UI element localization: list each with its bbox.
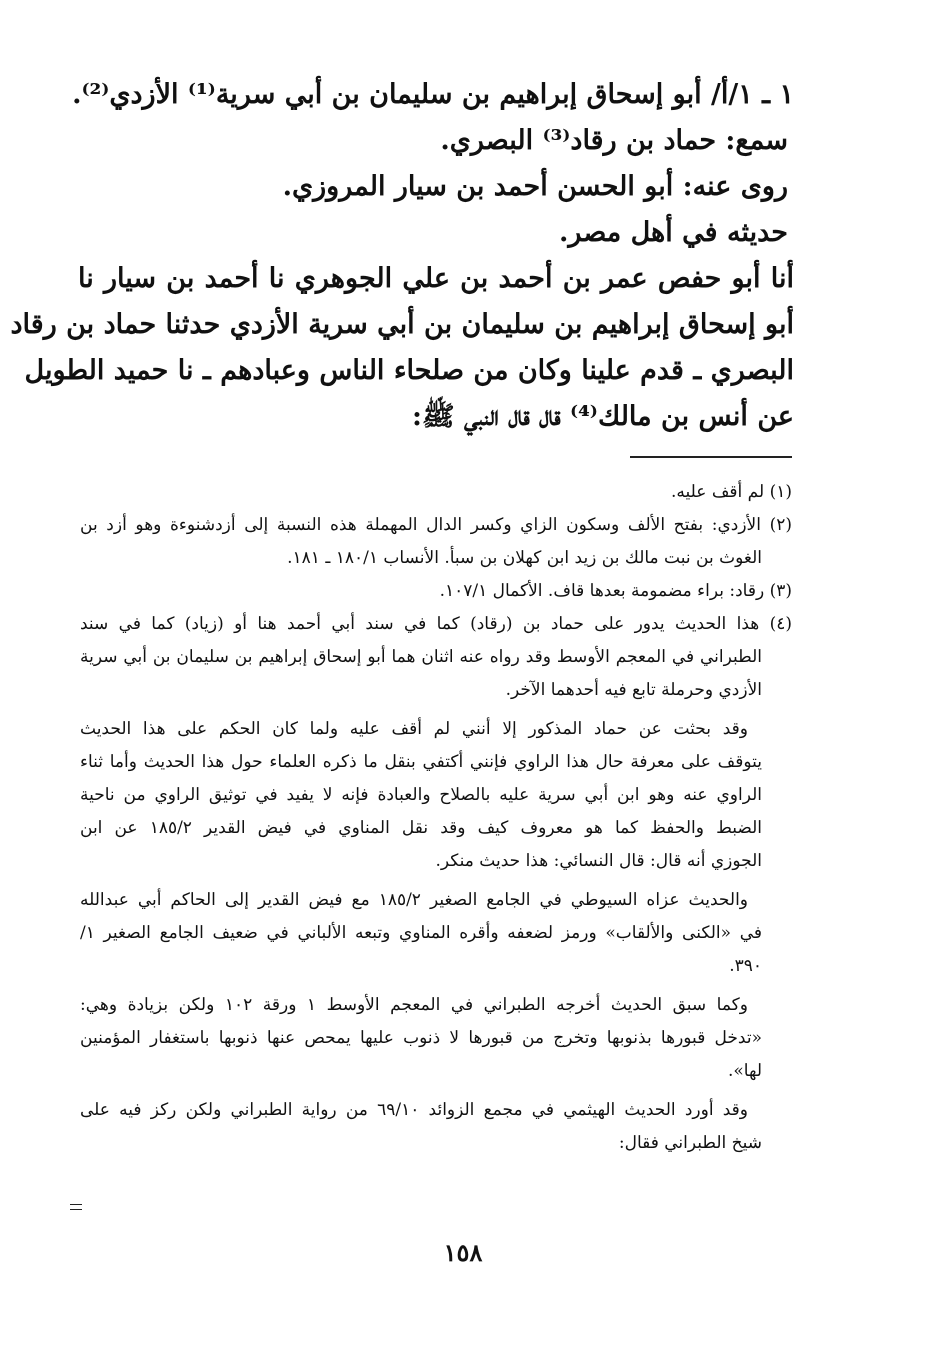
heard-from-line: سمع: حماد بن رقاد⁽³⁾ البصري.	[440, 125, 788, 156]
footnote-paragraph: وكما سبق الحديث أخرجه الطبراني في المعجم الأوسط ١ ورقة ١٠٢ ولكن بزيادة وهي:	[80, 995, 748, 1015]
footnote-paragraph: وقد أورد الحديث الهيثمي في مجمع الزوائد ٦٩/١٠ من رواية الطبراني ولكن ركز فيه على	[80, 1100, 748, 1120]
footnote-paragraph-line: شيخ الطبراني فقال:	[618, 1133, 762, 1153]
footnote-paragraph: والحديث عزاه السيوطي في الجامع الصغير ١٨٥/٢ مع فيض القدير إلى الحاكم أبي عبدالله	[80, 890, 748, 910]
footnote-paragraph: وقد بحثت عن حماد المذكور إلا أنني لم أقف عليه ولما كان الحكم على هذا الحديث	[80, 719, 748, 739]
footnote-paragraph-line: الجوزي أنه قال: قال النسائي: هذا حديث منكر.	[435, 851, 762, 871]
footnote-paragraph-line: لها».	[728, 1061, 762, 1081]
page-number: ١٥٨	[443, 1238, 483, 1267]
isnad-line: عن أنس بن مالك⁽⁴⁾ قال قال النبي ﷺ:	[412, 401, 794, 432]
isnad-line: البصري ـ قدم علينا وكان من صلحاء الناس وعبادهم ـ نا حميد الطويل	[24, 355, 794, 386]
narrated-by-line: روى عنه: أبو الحسن أحمد بن سيار المروزي.	[282, 171, 788, 202]
isnad-line: أنا أبو حفص عمر بن أحمد بن علي الجوهري نا أحمد بن سيار نا	[78, 263, 794, 294]
footnote-paragraph-line: الراوي عنه وهو ابن أبي سرية عليه بالصلاح والعبادة فإنه لا يفيد في توثيق الراوي من ناحية	[80, 785, 762, 805]
footnote-2-cont: الغوث بن نبت مالك بن زيد ابن كهلان بن سبأ. الأنساب ١٨٠/١ ـ ١٨١.	[287, 548, 762, 568]
footnote-paragraph-line: يتوقف على معرفة حال هذا الراوي فإنني أكتفي بنقل ما ذكره العلماء حول هذا الحديث وأما ثناء	[80, 752, 762, 772]
footnote-2: (٢) الأزدي: بفتح الألف وسكون الزاي وكسر الدال المهملة هذه النسبة إلى أزدشنوءة وهو أزد بن	[80, 515, 792, 535]
footnote-paragraph-line: ٣٩٠.	[729, 956, 762, 976]
entry-heading: ١ ـ ١/أ/ أبو إسحاق إبراهيم بن سليمان بن أبي سرية⁽¹⁾ الأزدي⁽²⁾.	[72, 79, 794, 110]
footnote-3: (٣) رقاد: براء مضمومة بعدها قاف. الأكمال ١٠٧/١.	[439, 581, 792, 601]
footnote-1: (١) لم أقف عليه.	[671, 482, 792, 502]
footnote-paragraph-line: في «الكنى والألقاب» ورمز لضعفه وأقره المناوي وتبعه الألباني في ضعيف الجامع الصغير ١/	[80, 923, 762, 943]
footnote-4-cont: الأزدي وحرملة تابع فيه أحدهما الآخر.	[505, 680, 762, 700]
footnotes	[80, 476, 792, 1160]
footnote-4-cont: الطبراني في المعجم الأوسط وقد رواه عنه اثنان هما أبو إسحاق إبراهيم بن سليمان بن أبي سرية	[80, 647, 762, 667]
main-text	[10, 72, 794, 440]
isnad-line: أبو إسحاق إبراهيم بن سليمان بن أبي سرية الأزدي حدثنا حماد بن رقاد	[10, 309, 794, 340]
footnote-paragraph-line: الضبط والحفظ كما هو معروف كيف وقد نقل المناوي في فيض القدير ١٨٥/٢ عن ابن	[80, 818, 762, 838]
continuation-mark	[70, 1204, 82, 1210]
footnote-4: (٤) هذا الحديث يدور على حماد بن (رقاد) كما في سند أبي أحمد هنا أو (زياد) كما في سند	[80, 614, 792, 634]
hadith-region-line: حديثه في أهل مصر.	[559, 217, 788, 248]
footnote-paragraph-line: «تدخل قبورها بذنوبها وتخرج من قبورها لا ذنوب عليها يمحص عنها ذنوبها باستغفار المؤمنين	[80, 1028, 762, 1048]
footnote-separator	[630, 456, 792, 458]
